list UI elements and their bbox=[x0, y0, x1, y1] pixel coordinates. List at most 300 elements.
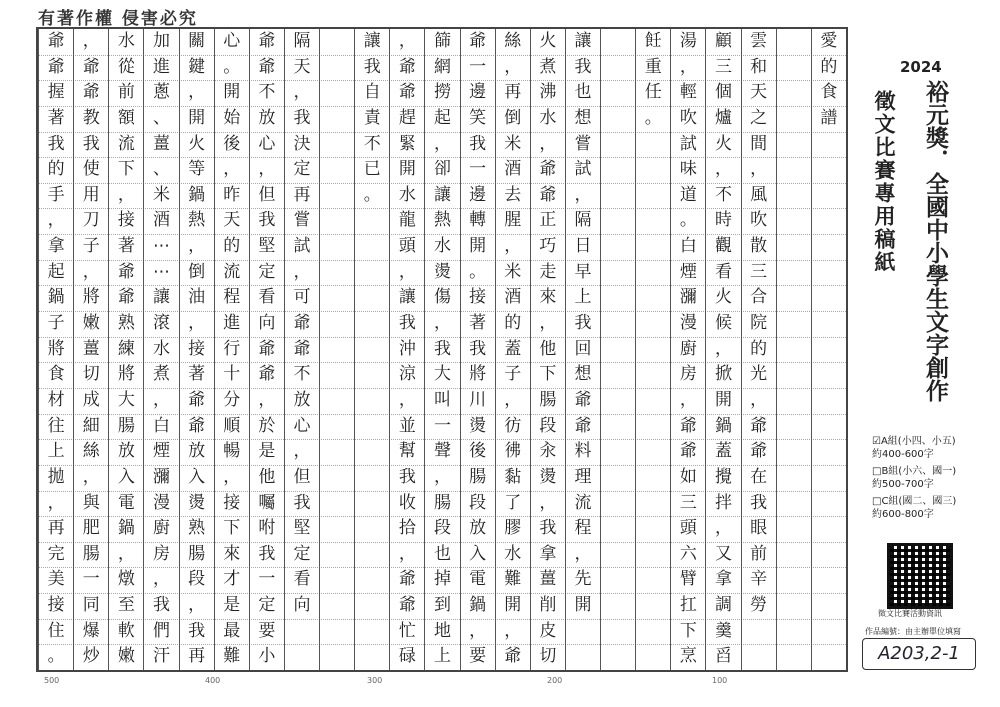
grid-char: 接 bbox=[469, 287, 487, 308]
grid-char: 緊 bbox=[398, 133, 416, 154]
grid-char: 一 bbox=[433, 415, 451, 436]
grid-char: 彿 bbox=[504, 441, 522, 462]
grid-char: 爺 bbox=[679, 441, 697, 462]
grid-char: 下 bbox=[539, 364, 557, 385]
grid-char: 再 bbox=[188, 646, 206, 667]
contest-year: 2024 bbox=[900, 58, 942, 76]
grid-char: ， bbox=[258, 389, 276, 410]
grid-char: 爺 bbox=[47, 56, 65, 77]
grid-char: ， bbox=[152, 569, 170, 590]
grid-char: 下 bbox=[117, 159, 135, 180]
grid-char: 院 bbox=[750, 313, 768, 334]
grid-char: 腸 bbox=[469, 466, 487, 487]
grid-char: 米 bbox=[504, 261, 522, 282]
grid-char: 爺 bbox=[117, 261, 135, 282]
grid-char: 前 bbox=[117, 82, 135, 103]
grid-char: 囑 bbox=[258, 492, 276, 513]
grid-char: 隔 bbox=[293, 31, 311, 51]
grid-char: 調 bbox=[715, 595, 733, 616]
grid-char: 們 bbox=[152, 620, 170, 641]
grid-char: 熱 bbox=[188, 210, 206, 231]
grid-char: 料 bbox=[574, 441, 592, 462]
grid-char: 可 bbox=[293, 287, 311, 308]
grid-char: ， bbox=[715, 338, 733, 359]
grid-char: 不 bbox=[293, 364, 311, 385]
grid-char: 爺 bbox=[82, 56, 100, 77]
grid-char: 味 bbox=[679, 159, 697, 180]
grid-char: 廚 bbox=[679, 338, 697, 359]
grid-char: 了 bbox=[504, 492, 522, 513]
text-column bbox=[741, 29, 776, 670]
grid-char: 要 bbox=[469, 646, 487, 667]
grid-char: 進 bbox=[223, 313, 241, 334]
grid-char: 腸 bbox=[82, 543, 100, 564]
grid-char: 譜 bbox=[820, 107, 838, 128]
grid-char: 額 bbox=[117, 107, 135, 128]
text-column bbox=[705, 29, 740, 670]
grid-char: 爺 bbox=[574, 389, 592, 410]
grid-char: 散 bbox=[750, 236, 768, 257]
grid-char: 煮 bbox=[539, 56, 557, 77]
tick-label: 500 bbox=[44, 676, 60, 685]
grid-char: 嘗 bbox=[574, 133, 592, 154]
grid-char: ， bbox=[469, 620, 487, 641]
grid-char: 拾 bbox=[398, 518, 416, 539]
grid-char: 心 bbox=[293, 415, 311, 436]
grid-char: 我 bbox=[574, 56, 592, 77]
grid-char: ， bbox=[82, 31, 100, 51]
grid-char: 顧 bbox=[715, 31, 733, 51]
group-a-label[interactable]: ☑A組(小四、小五) bbox=[872, 436, 956, 447]
grid-char: 巧 bbox=[539, 236, 557, 257]
grid-char: 要 bbox=[258, 620, 276, 641]
grid-char: 入 bbox=[117, 466, 135, 487]
group-option-b bbox=[872, 465, 956, 491]
grid-char: 握 bbox=[47, 82, 65, 103]
grid-char: 火 bbox=[715, 287, 733, 308]
grid-char: 汗 bbox=[152, 646, 170, 667]
grid-char: 我 bbox=[258, 210, 276, 231]
grid-char: 難 bbox=[504, 569, 522, 590]
grid-char: 定 bbox=[293, 543, 311, 564]
grid-char: 頭 bbox=[398, 236, 416, 257]
writing-grid-sheet bbox=[36, 27, 848, 672]
grid-char: 六 bbox=[679, 543, 697, 564]
grid-char: 食 bbox=[47, 364, 65, 385]
grid-char: 拿 bbox=[47, 236, 65, 257]
grid-char: 腸 bbox=[117, 415, 135, 436]
text-column bbox=[73, 29, 108, 670]
grid-char: ， bbox=[750, 159, 768, 180]
group-a-range: 約400-600字 bbox=[872, 449, 934, 460]
grid-char: 去 bbox=[504, 184, 522, 205]
grid-char: 扛 bbox=[679, 595, 697, 616]
grid-char: 爺 bbox=[469, 31, 487, 51]
grid-char: 邊 bbox=[469, 82, 487, 103]
grid-char: ， bbox=[152, 389, 170, 410]
grid-char: 段 bbox=[469, 492, 487, 513]
grid-char: 難 bbox=[223, 646, 241, 667]
grid-char: 蓋 bbox=[504, 338, 522, 359]
grid-char: 往 bbox=[47, 415, 65, 436]
grid-char: 試 bbox=[293, 236, 311, 257]
grid-char: ， bbox=[82, 466, 100, 487]
grid-char: 子 bbox=[504, 364, 522, 385]
grid-char: 漫 bbox=[152, 492, 170, 513]
grid-char: 地 bbox=[433, 620, 451, 641]
grid-char: ， bbox=[539, 492, 557, 513]
grid-char: 心 bbox=[223, 31, 241, 51]
grid-char: ， bbox=[574, 184, 592, 205]
qr-code-icon[interactable] bbox=[887, 543, 953, 609]
grid-char: 拿 bbox=[539, 543, 557, 564]
grid-char: 也 bbox=[574, 82, 592, 103]
grid-char: 三 bbox=[679, 492, 697, 513]
grid-char: 又 bbox=[715, 543, 733, 564]
text-column bbox=[424, 29, 459, 670]
grid-char: 碌 bbox=[398, 646, 416, 667]
grid-char: 細 bbox=[82, 415, 100, 436]
grid-char: ， bbox=[398, 31, 416, 51]
grid-char: 間 bbox=[750, 133, 768, 154]
grid-char: 房 bbox=[679, 364, 697, 385]
grid-char: 他 bbox=[539, 338, 557, 359]
grid-char: 沸 bbox=[539, 82, 557, 103]
grid-char: 放 bbox=[293, 389, 311, 410]
grid-char: 倒 bbox=[188, 261, 206, 282]
grid-char: 小 bbox=[258, 646, 276, 667]
text-column bbox=[143, 29, 178, 670]
grid-char: 重 bbox=[644, 56, 662, 77]
grid-char: 水 bbox=[117, 31, 135, 51]
grid-char: 我 bbox=[293, 107, 311, 128]
grid-char: 米 bbox=[152, 184, 170, 205]
grid-char: 決 bbox=[293, 133, 311, 154]
tick-label: 100 bbox=[712, 676, 728, 685]
grid-char: 著 bbox=[117, 236, 135, 257]
grid-char: 爺 bbox=[574, 415, 592, 436]
grid-char: 我 bbox=[469, 133, 487, 154]
grid-char: 將 bbox=[82, 287, 100, 308]
grid-char: 來 bbox=[539, 287, 557, 308]
grid-char: 水 bbox=[398, 184, 416, 205]
grid-char: 收 bbox=[398, 492, 416, 513]
grid-char: 酒 bbox=[152, 210, 170, 231]
grid-char: 網 bbox=[433, 56, 451, 77]
grid-char: 切 bbox=[82, 364, 100, 385]
grid-char: 火 bbox=[715, 133, 733, 154]
grid-char: 暢 bbox=[223, 441, 241, 462]
grid-char: 始 bbox=[223, 107, 241, 128]
grid-char: 龍 bbox=[398, 210, 416, 231]
grid-char: 不 bbox=[363, 133, 381, 154]
grid-char: 絲 bbox=[82, 441, 100, 462]
grid-char: 段 bbox=[433, 518, 451, 539]
grid-char: 熟 bbox=[117, 313, 135, 334]
grid-char: 心 bbox=[258, 133, 276, 154]
grid-char: 合 bbox=[750, 287, 768, 308]
grid-char: 鍋 bbox=[469, 595, 487, 616]
grid-char: 等 bbox=[188, 159, 206, 180]
grid-char: 炒 bbox=[82, 646, 100, 667]
grid-char: 十 bbox=[223, 364, 241, 385]
grid-char: 天 bbox=[750, 82, 768, 103]
text-column bbox=[108, 29, 143, 670]
grid-char: 與 bbox=[82, 492, 100, 513]
grid-char: 我 bbox=[258, 543, 276, 564]
grid-char: 爺 bbox=[47, 31, 65, 51]
grid-char: 行 bbox=[223, 338, 241, 359]
grid-columns bbox=[38, 29, 846, 670]
grid-char: 雲 bbox=[750, 31, 768, 51]
grid-char: 蔥 bbox=[152, 82, 170, 103]
grid-char: 爺 bbox=[258, 338, 276, 359]
grid-char: ， bbox=[679, 389, 697, 410]
grid-char: ， bbox=[223, 466, 241, 487]
grid-char: 手 bbox=[47, 184, 65, 205]
grid-char: ， bbox=[433, 133, 451, 154]
grid-char: 燙 bbox=[433, 261, 451, 282]
grid-char: 將 bbox=[469, 364, 487, 385]
text-column bbox=[354, 29, 389, 670]
grid-char: ， bbox=[398, 261, 416, 282]
grid-char: 日 bbox=[574, 236, 592, 257]
grid-char: 住 bbox=[47, 620, 65, 641]
text-column bbox=[530, 29, 565, 670]
grid-char: 皮 bbox=[539, 620, 557, 641]
grid-char: 從 bbox=[117, 56, 135, 77]
text-column bbox=[249, 29, 284, 670]
grid-char: 昨 bbox=[223, 184, 241, 205]
grid-char: 電 bbox=[117, 492, 135, 513]
grid-char: 早 bbox=[574, 261, 592, 282]
grid-char: 天 bbox=[293, 56, 311, 77]
grid-char: 正 bbox=[539, 210, 557, 231]
grid-char: 先 bbox=[574, 569, 592, 590]
grid-char: 接 bbox=[223, 492, 241, 513]
grid-char: 、 bbox=[152, 107, 170, 128]
grid-char: 時 bbox=[715, 210, 733, 231]
grid-char: 爺 bbox=[750, 415, 768, 436]
grid-char: 爆 bbox=[82, 620, 100, 641]
grid-char: 開 bbox=[398, 159, 416, 180]
grid-char: 順 bbox=[223, 415, 241, 436]
grid-char: ， bbox=[398, 543, 416, 564]
grid-char: 叫 bbox=[433, 389, 451, 410]
grid-char: 煮 bbox=[152, 364, 170, 385]
grid-char: 至 bbox=[117, 595, 135, 616]
grid-char: 趕 bbox=[398, 107, 416, 128]
grid-char: ， bbox=[188, 313, 206, 334]
grid-char: 撈 bbox=[433, 82, 451, 103]
grid-char: 煙 bbox=[679, 261, 697, 282]
grid-char: 流 bbox=[117, 133, 135, 154]
grid-char: 一 bbox=[469, 159, 487, 180]
text-column bbox=[495, 29, 530, 670]
grid-char: 食 bbox=[820, 82, 838, 103]
grid-char: 的 bbox=[750, 338, 768, 359]
grid-char: 放 bbox=[469, 518, 487, 539]
grid-char: 的 bbox=[223, 236, 241, 257]
grid-char: 同 bbox=[82, 595, 100, 616]
group-c-label[interactable]: □C組(國二、國三) bbox=[872, 496, 957, 507]
grid-char: 放 bbox=[117, 441, 135, 462]
grid-char: 電 bbox=[469, 569, 487, 590]
grid-char: ， bbox=[574, 543, 592, 564]
grid-char: 熱 bbox=[433, 210, 451, 231]
grid-char: 煙 bbox=[152, 441, 170, 462]
text-column bbox=[600, 29, 635, 670]
grid-char: 聲 bbox=[433, 441, 451, 462]
grid-char: 火 bbox=[188, 133, 206, 154]
grid-char: 水 bbox=[539, 107, 557, 128]
grid-char: 責 bbox=[363, 107, 381, 128]
grid-char: 咐 bbox=[258, 518, 276, 539]
grid-char: 將 bbox=[117, 364, 135, 385]
grid-char: 幫 bbox=[398, 441, 416, 462]
grid-char: 腸 bbox=[433, 492, 451, 513]
grid-char: 辛 bbox=[750, 569, 768, 590]
grid-char: 彷 bbox=[504, 415, 522, 436]
grid-char: 程 bbox=[223, 287, 241, 308]
grid-char: 開 bbox=[469, 236, 487, 257]
grid-char: 我 bbox=[363, 56, 381, 77]
grid-char: 愛 bbox=[820, 31, 838, 51]
grid-char: 進 bbox=[152, 56, 170, 77]
grid-char: 已 bbox=[363, 159, 381, 180]
grid-char: 臂 bbox=[679, 569, 697, 590]
grid-char: 分 bbox=[223, 389, 241, 410]
grid-char: 傷 bbox=[433, 287, 451, 308]
grid-char: 油 bbox=[188, 287, 206, 308]
grid-char: 再 bbox=[504, 82, 522, 103]
grid-char: 涼 bbox=[398, 364, 416, 385]
grid-char: 大 bbox=[117, 389, 135, 410]
grid-char: 後 bbox=[223, 133, 241, 154]
grid-char: 爺 bbox=[398, 56, 416, 77]
grid-char: 材 bbox=[47, 389, 65, 410]
grid-char: 爺 bbox=[750, 441, 768, 462]
grid-char: 爺 bbox=[398, 595, 416, 616]
grid-char: 前 bbox=[750, 543, 768, 564]
grid-char: 堅 bbox=[293, 518, 311, 539]
grid-char: 。 bbox=[469, 261, 487, 282]
grid-char: 流 bbox=[574, 492, 592, 513]
grid-char: 爺 bbox=[188, 415, 206, 436]
grid-char: 、 bbox=[152, 159, 170, 180]
grid-char: 加 bbox=[152, 31, 170, 51]
grid-char: 是 bbox=[258, 441, 276, 462]
grid-char: 段 bbox=[539, 415, 557, 436]
grid-char: 教 bbox=[82, 107, 100, 128]
grid-char: 在 bbox=[750, 466, 768, 487]
text-column bbox=[670, 29, 705, 670]
grid-char: 漫 bbox=[679, 313, 697, 334]
grid-char: 爺 bbox=[398, 82, 416, 103]
grid-char: 膠 bbox=[504, 518, 522, 539]
grid-char: ⋯ bbox=[152, 261, 170, 282]
grid-char: 放 bbox=[258, 107, 276, 128]
grid-char: 看 bbox=[293, 569, 311, 590]
grid-char: 瀰 bbox=[152, 466, 170, 487]
text-column bbox=[38, 29, 73, 670]
grid-char: 定 bbox=[258, 261, 276, 282]
grid-char: 到 bbox=[433, 595, 451, 616]
grid-char: 也 bbox=[433, 543, 451, 564]
grid-char: 吹 bbox=[679, 107, 697, 128]
grid-char: 房 bbox=[152, 543, 170, 564]
grid-char: 但 bbox=[258, 184, 276, 205]
grid-char: 掉 bbox=[433, 569, 451, 590]
grid-char: 水 bbox=[152, 338, 170, 359]
grid-char: 天 bbox=[223, 210, 241, 231]
grid-char: ， bbox=[117, 543, 135, 564]
grid-char: 酒 bbox=[504, 287, 522, 308]
grid-char: 子 bbox=[82, 236, 100, 257]
grid-char: 看 bbox=[715, 261, 733, 282]
group-options bbox=[872, 435, 956, 525]
grid-char: 嫩 bbox=[117, 646, 135, 667]
grid-char: 倒 bbox=[504, 107, 522, 128]
grid-char: 定 bbox=[258, 595, 276, 616]
grid-char: 我 bbox=[574, 313, 592, 334]
text-column bbox=[776, 29, 811, 670]
grid-char: 削 bbox=[539, 595, 557, 616]
contest-title: 裕元獎．全國中小學生文字創作 bbox=[922, 80, 948, 402]
grid-char: 入 bbox=[188, 466, 206, 487]
grid-char: 開 bbox=[574, 595, 592, 616]
grid-char: 瀰 bbox=[679, 287, 697, 308]
grid-char: ⋯ bbox=[152, 236, 170, 257]
grid-char: ， bbox=[433, 313, 451, 334]
grid-char: 接 bbox=[188, 338, 206, 359]
grid-char: 的 bbox=[47, 159, 65, 180]
text-column bbox=[811, 29, 846, 670]
grid-char: 鍋 bbox=[188, 184, 206, 205]
grid-char: ， bbox=[258, 159, 276, 180]
grid-char: 黏 bbox=[504, 466, 522, 487]
grid-char: ， bbox=[504, 620, 522, 641]
grid-char: 熟 bbox=[188, 518, 206, 539]
copyright-notice: 有著作權 侵害必究 bbox=[38, 9, 198, 29]
grid-char: 起 bbox=[47, 261, 65, 282]
grid-char: ， bbox=[188, 236, 206, 257]
text-column bbox=[635, 29, 670, 670]
grid-char: 薑 bbox=[152, 133, 170, 154]
grid-char: 肥 bbox=[82, 518, 100, 539]
grid-char: 子 bbox=[47, 313, 65, 334]
group-b-label[interactable]: □B組(小六、國一) bbox=[872, 466, 957, 477]
grid-char: 試 bbox=[679, 133, 697, 154]
tick-label: 400 bbox=[205, 676, 221, 685]
grid-char: 再 bbox=[293, 184, 311, 205]
grid-char: 爺 bbox=[117, 287, 135, 308]
grid-char: 放 bbox=[188, 441, 206, 462]
text-column bbox=[179, 29, 214, 670]
grid-char: ， bbox=[750, 389, 768, 410]
grid-char: 我 bbox=[47, 133, 65, 154]
grid-char: 吹 bbox=[750, 210, 768, 231]
grid-char: 燉 bbox=[117, 569, 135, 590]
grid-char: 關 bbox=[188, 31, 206, 51]
grid-char: 滾 bbox=[152, 313, 170, 334]
grid-char: 讓 bbox=[433, 184, 451, 205]
grid-char: 爺 bbox=[293, 338, 311, 359]
grid-char: 一 bbox=[258, 569, 276, 590]
grid-char: 。 bbox=[363, 184, 381, 205]
grid-char: ， bbox=[293, 261, 311, 282]
grid-char: 腸 bbox=[539, 389, 557, 410]
